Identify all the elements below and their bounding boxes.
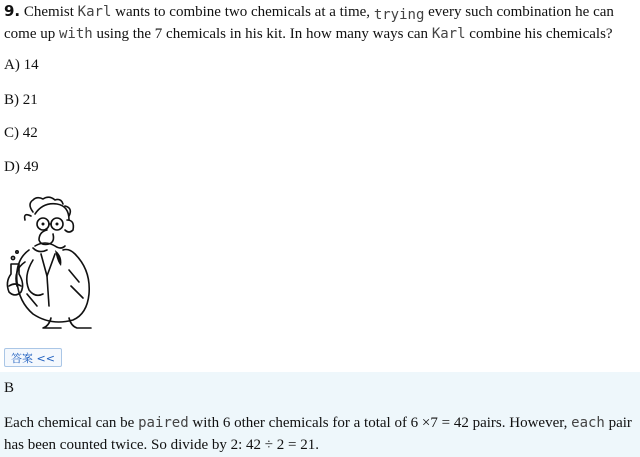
answer-panel	[0, 372, 640, 457]
option-d: D) 49	[4, 159, 39, 175]
answer-explanation	[4, 412, 634, 456]
highlight-name-karl-2[interactable]: Karl	[431, 26, 466, 42]
show-answer-button[interactable]: 答案 <<	[4, 348, 62, 367]
chemist-illustration-icon	[3, 190, 103, 330]
highlight-word-with[interactable]: with	[58, 26, 93, 42]
question-text	[4, 0, 634, 45]
question-part-4: using the 7 chemicals in his kit. In how many ways can	[92, 26, 432, 42]
highlight-word-trying[interactable]: trying	[373, 7, 425, 23]
highlight-word-each[interactable]: each	[571, 415, 605, 431]
option-b: B) 21	[4, 92, 38, 108]
highlight-word-paired[interactable]: paired	[138, 415, 189, 431]
question-part-1: Chemist	[20, 4, 78, 20]
explanation-part-2: with 6 other chemicals for a total of 6 ×7 = 42 pairs. However,	[188, 415, 572, 431]
question-part-2: wants to combine two chemicals at a time,	[111, 4, 374, 20]
question-number: 9.	[4, 2, 21, 20]
question-part-3: every such combination he can come up	[4, 4, 614, 42]
highlight-name-karl[interactable]: Karl	[77, 4, 112, 20]
explanation-part-1: Each chemical can be	[4, 415, 139, 431]
option-a: A) 14	[4, 57, 39, 73]
answer-letter: B	[4, 380, 15, 396]
option-c: C) 42	[4, 125, 38, 141]
explanation-part-3: pair has been counted twice. So divide by 2: 42 ÷ 2 = 21.	[4, 415, 632, 453]
question-part-5: combine his chemicals?	[465, 26, 613, 42]
